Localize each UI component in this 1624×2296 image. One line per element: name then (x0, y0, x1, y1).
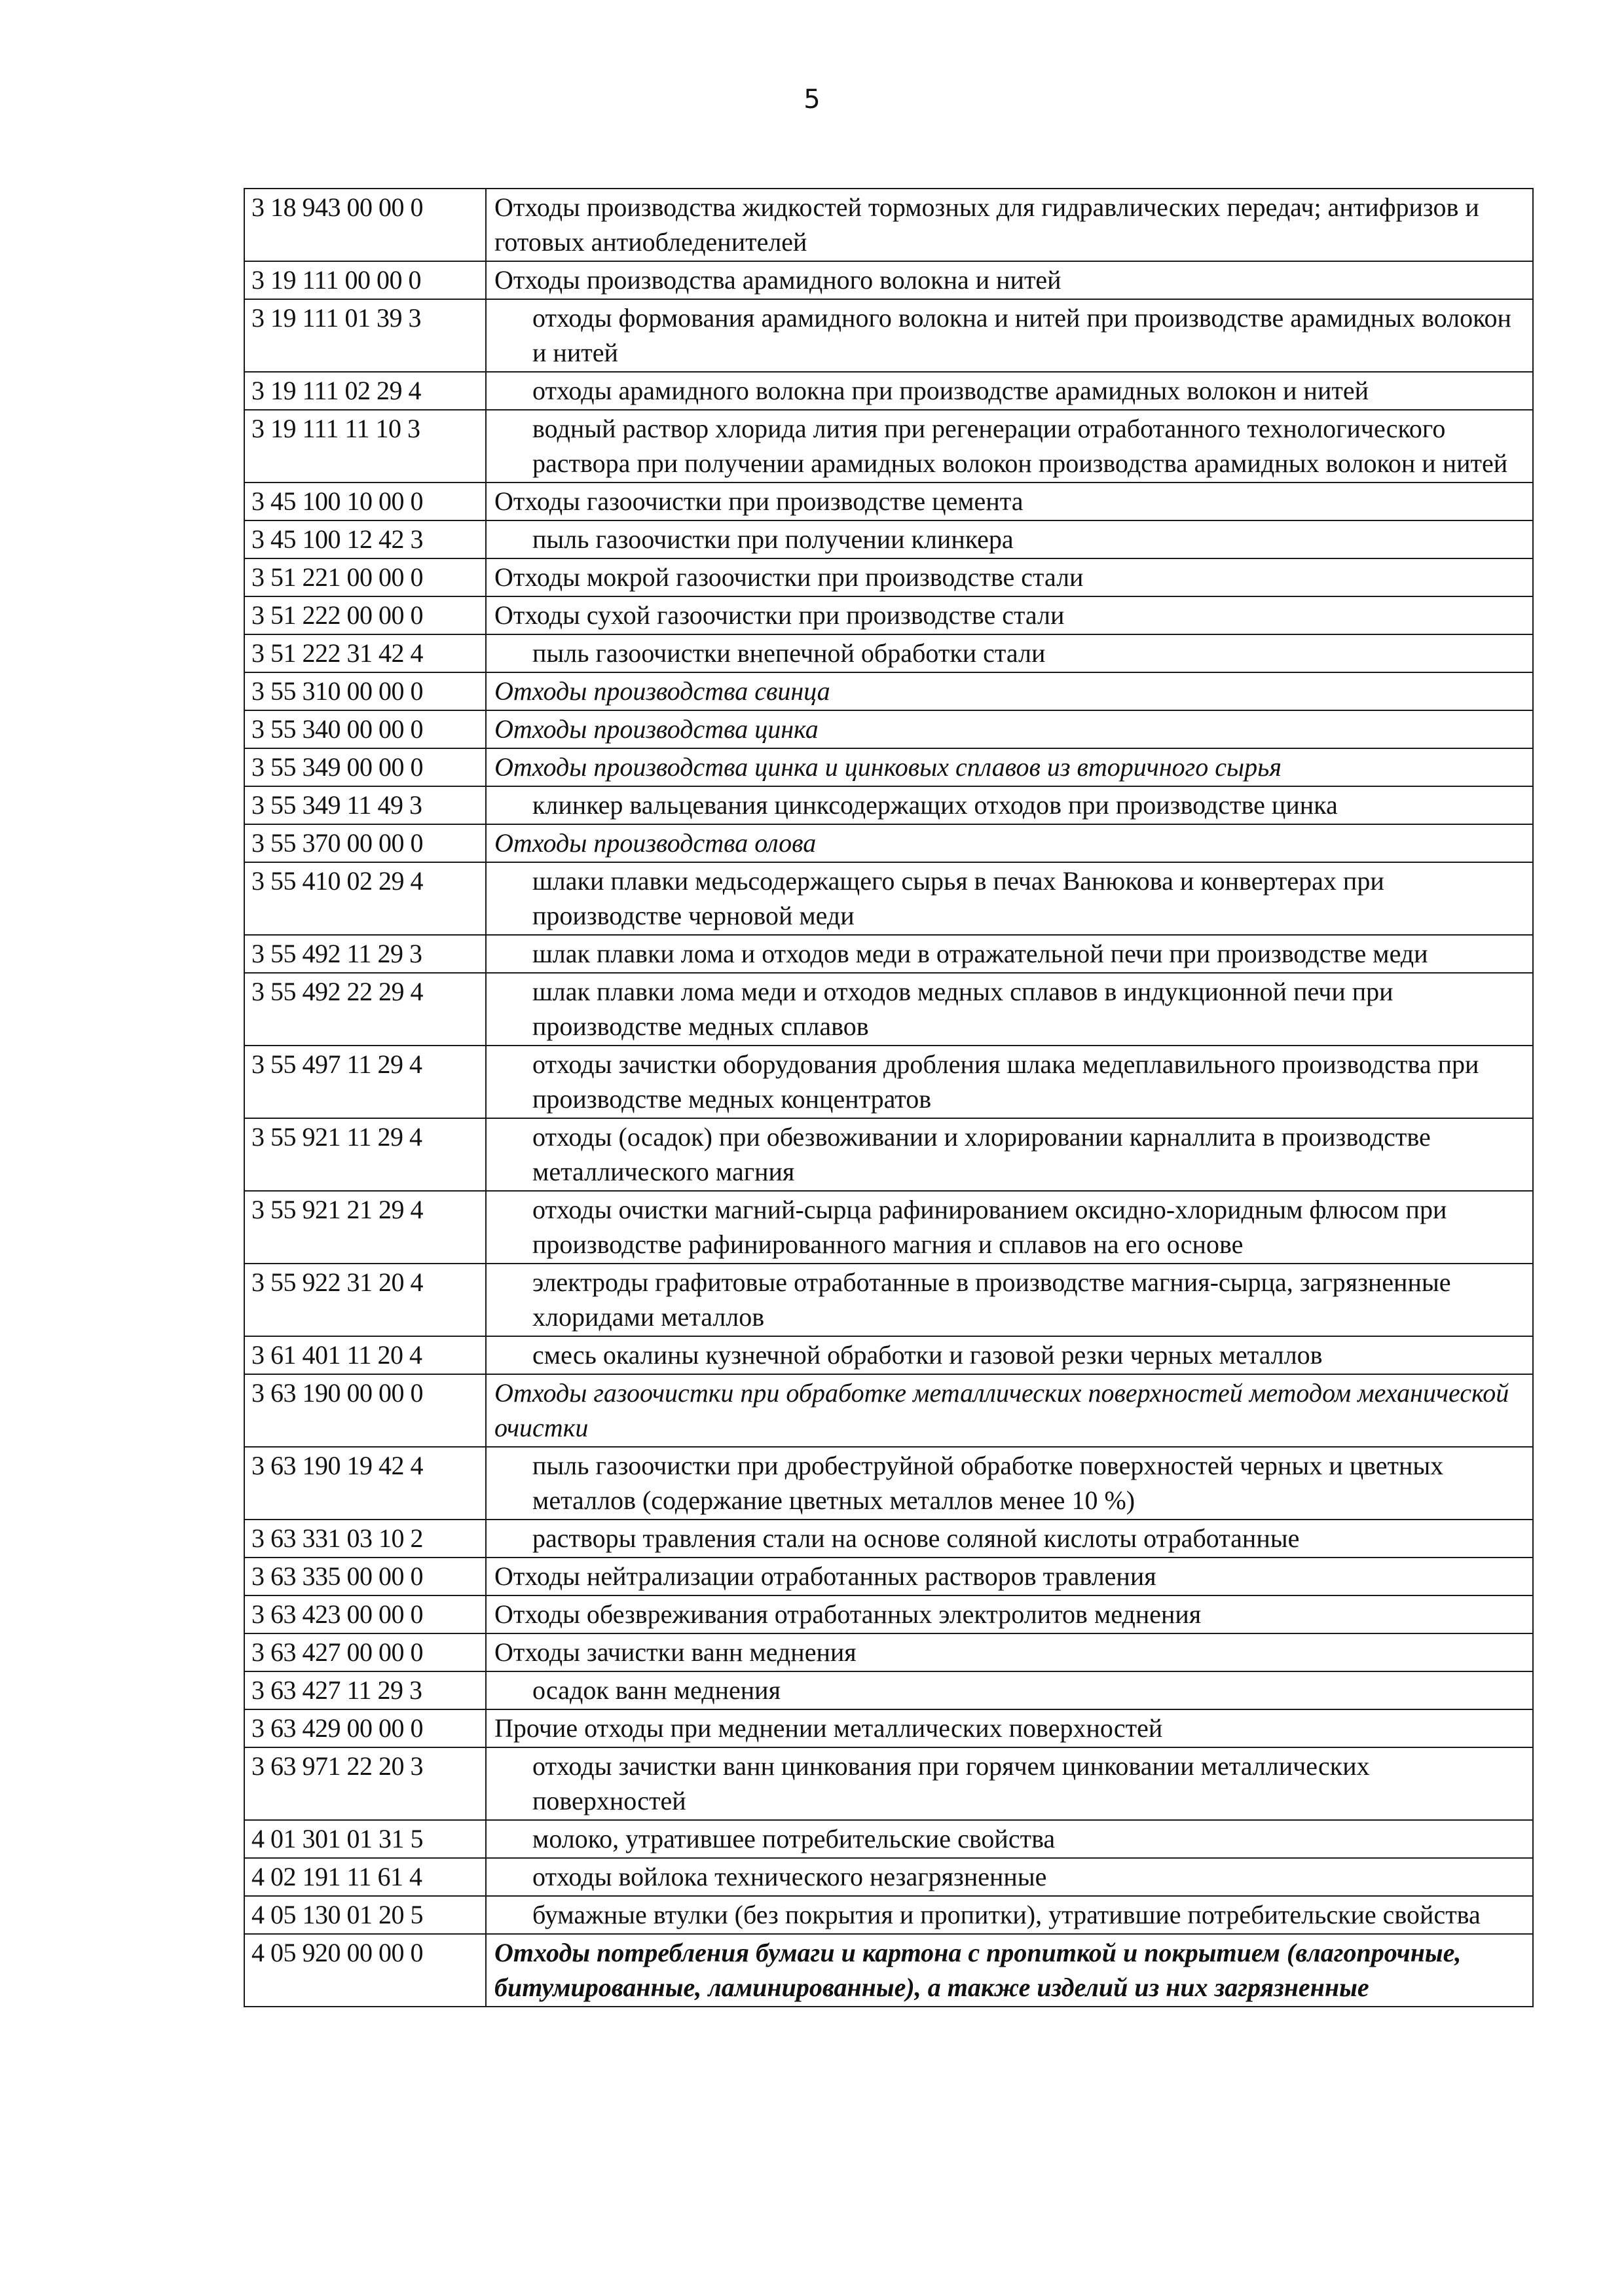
table-row (244, 1934, 1533, 2007)
table-row (244, 483, 1533, 520)
waste-code-cell: 3 55 497 11 29 4 (244, 1046, 486, 1118)
waste-description-cell: водный раствор хлорида лития при регенерации отработанного технологического раствора при получении арамидных волокон производства арамидных волокон и нитей (486, 410, 1533, 483)
waste-code-cell: 3 55 370 00 00 0 (244, 824, 486, 862)
waste-code-cell: 3 55 349 11 49 3 (244, 786, 486, 824)
waste-catalog-table (244, 188, 1534, 2007)
table-row (244, 862, 1533, 935)
table-row (244, 1633, 1533, 1671)
table-row (244, 1447, 1533, 1520)
waste-code-cell: 3 63 423 00 00 0 (244, 1595, 486, 1633)
waste-code-cell: 3 63 331 03 10 2 (244, 1520, 486, 1558)
waste-description-cell: отходы зачистки оборудования дробления шлака медеплавильного производства при производстве медных концентратов (486, 1046, 1533, 1118)
waste-code-cell: 3 45 100 10 00 0 (244, 483, 486, 520)
waste-description-cell: Отходы газоочистки при производстве цемента (486, 483, 1533, 520)
waste-code-cell: 3 51 222 31 42 4 (244, 634, 486, 672)
waste-code-cell: 3 55 492 22 29 4 (244, 973, 486, 1046)
waste-description-cell: отходы формования арамидного волокна и нитей при производстве арамидных волокон и нитей (486, 299, 1533, 372)
table-row (244, 1558, 1533, 1595)
waste-description-cell: отходы очистки магний-сырца рафинированием оксидно-хлоридным флюсом при производстве рафинированного магния и сплавов на его основе (486, 1191, 1533, 1264)
waste-description-cell: Отходы производства арамидного волокна и нитей (486, 261, 1533, 299)
table-row (244, 1820, 1533, 1858)
table-row (244, 824, 1533, 862)
waste-description-cell: Отходы производства олова (486, 824, 1533, 862)
table-row (244, 1336, 1533, 1374)
waste-description-cell: Отходы производства свинца (486, 672, 1533, 710)
waste-description-cell: клинкер вальцевания цинксодержащих отходов при производстве цинка (486, 786, 1533, 824)
table-row (244, 748, 1533, 786)
waste-description-cell: пыль газоочистки при получении клинкера (486, 520, 1533, 558)
waste-code-cell: 4 02 191 11 61 4 (244, 1858, 486, 1896)
waste-code-cell: 3 19 111 11 10 3 (244, 410, 486, 483)
waste-description-cell: Отходы производства жидкостей тормозных для гидравлических передач; антифризов и готовых антиобледенителей (486, 189, 1533, 261)
table-row (244, 1118, 1533, 1191)
waste-description-cell: Прочие отходы при меднении металлических поверхностей (486, 1709, 1533, 1747)
waste-code-cell: 3 63 427 11 29 3 (244, 1671, 486, 1709)
table-row (244, 710, 1533, 748)
waste-description-cell: Отходы производства цинка (486, 710, 1533, 748)
waste-code-cell: 3 55 921 11 29 4 (244, 1118, 486, 1191)
waste-code-cell: 3 19 111 00 00 0 (244, 261, 486, 299)
waste-description-cell: Отходы производства цинка и цинковых сплавов из вторичного сырья (486, 748, 1533, 786)
table-row (244, 786, 1533, 824)
waste-code-cell: 3 63 427 00 00 0 (244, 1633, 486, 1671)
waste-description-cell: отходы войлока технического незагрязненные (486, 1858, 1533, 1896)
waste-code-cell: 3 19 111 01 39 3 (244, 299, 486, 372)
table-row (244, 935, 1533, 973)
waste-description-cell: Отходы сухой газоочистки при производстве стали (486, 596, 1533, 634)
table-row (244, 520, 1533, 558)
table-row (244, 1858, 1533, 1896)
waste-description-cell: шлаки плавки медьсодержащего сырья в печах Ванюкова и конвертерах при производстве черновой меди (486, 862, 1533, 935)
table-row (244, 1896, 1533, 1934)
waste-code-cell: 3 63 971 22 20 3 (244, 1747, 486, 1820)
table-row (244, 1747, 1533, 1820)
waste-code-cell: 3 55 922 31 20 4 (244, 1264, 486, 1336)
table-row (244, 1046, 1533, 1118)
table-row (244, 1264, 1533, 1336)
page-number: 5 (803, 84, 821, 115)
waste-description-cell: Отходы зачистки ванн меднения (486, 1633, 1533, 1671)
table-row (244, 1595, 1533, 1633)
table-row (244, 634, 1533, 672)
waste-code-cell: 3 55 492 11 29 3 (244, 935, 486, 973)
table-row (244, 1709, 1533, 1747)
table-row (244, 299, 1533, 372)
waste-description-cell: отходы зачистки ванн цинкования при горячем цинковании металлических поверхностей (486, 1747, 1533, 1820)
waste-code-cell: 3 51 222 00 00 0 (244, 596, 486, 634)
waste-description-cell: пыль газоочистки при дробеструйной обработке поверхностей черных и цветных металлов (содержание цветных металлов менее 10 %) (486, 1447, 1533, 1520)
table-row (244, 410, 1533, 483)
waste-code-cell: 3 19 111 02 29 4 (244, 372, 486, 410)
table-row (244, 261, 1533, 299)
waste-description-cell: Отходы обезвреживания отработанных электролитов меднения (486, 1595, 1533, 1633)
waste-code-cell: 4 05 920 00 00 0 (244, 1934, 486, 2007)
table-row (244, 189, 1533, 261)
waste-code-cell: 3 63 190 00 00 0 (244, 1374, 486, 1447)
waste-code-cell: 3 61 401 11 20 4 (244, 1336, 486, 1374)
table-row (244, 1671, 1533, 1709)
waste-description-cell: Отходы потребления бумаги и картона с пропиткой и покрытием (влагопрочные, битумированные, ламинированные), а также изделий из них загрязненные (486, 1934, 1533, 2007)
table-row (244, 596, 1533, 634)
waste-description-cell: растворы травления стали на основе соляной кислоты отработанные (486, 1520, 1533, 1558)
waste-catalog-body (244, 189, 1533, 2007)
waste-code-cell: 3 45 100 12 42 3 (244, 520, 486, 558)
waste-code-cell: 4 01 301 01 31 5 (244, 1820, 486, 1858)
waste-description-cell: отходы (осадок) при обезвоживании и хлорировании карналлита в производстве металлического магния (486, 1118, 1533, 1191)
waste-description-cell: отходы арамидного волокна при производстве арамидных волокон и нитей (486, 372, 1533, 410)
waste-code-cell: 3 63 335 00 00 0 (244, 1558, 486, 1595)
waste-code-cell: 3 55 340 00 00 0 (244, 710, 486, 748)
waste-description-cell: Отходы газоочистки при обработке металлических поверхностей методом механической очистки (486, 1374, 1533, 1447)
waste-code-cell: 3 55 349 00 00 0 (244, 748, 486, 786)
waste-description-cell: молоко, утратившее потребительские свойства (486, 1820, 1533, 1858)
waste-description-cell: шлак плавки лома меди и отходов медных сплавов в индукционной печи при производстве медных сплавов (486, 973, 1533, 1046)
waste-description-cell: шлак плавки лома и отходов меди в отражательной печи при производстве меди (486, 935, 1533, 973)
waste-code-cell: 3 63 190 19 42 4 (244, 1447, 486, 1520)
waste-code-cell: 4 05 130 01 20 5 (244, 1896, 486, 1934)
waste-description-cell: смесь окалины кузнечной обработки и газовой резки черных металлов (486, 1336, 1533, 1374)
table-row (244, 1191, 1533, 1264)
table-row (244, 1520, 1533, 1558)
table-row (244, 672, 1533, 710)
table-row (244, 372, 1533, 410)
waste-description-cell: Отходы мокрой газоочистки при производстве стали (486, 558, 1533, 596)
table-row (244, 558, 1533, 596)
waste-description-cell: Отходы нейтрализации отработанных растворов травления (486, 1558, 1533, 1595)
waste-code-cell: 3 55 921 21 29 4 (244, 1191, 486, 1264)
waste-code-cell: 3 63 429 00 00 0 (244, 1709, 486, 1747)
waste-description-cell: пыль газоочистки внепечной обработки стали (486, 634, 1533, 672)
waste-description-cell: электроды графитовые отработанные в производстве магния-сырца, загрязненные хлоридами металлов (486, 1264, 1533, 1336)
table-row (244, 1374, 1533, 1447)
waste-code-cell: 3 51 221 00 00 0 (244, 558, 486, 596)
waste-code-cell: 3 55 310 00 00 0 (244, 672, 486, 710)
waste-code-cell: 3 18 943 00 00 0 (244, 189, 486, 261)
waste-description-cell: бумажные втулки (без покрытия и пропитки), утратившие потребительские свойства (486, 1896, 1533, 1934)
waste-code-cell: 3 55 410 02 29 4 (244, 862, 486, 935)
waste-description-cell: осадок ванн меднения (486, 1671, 1533, 1709)
table-row (244, 973, 1533, 1046)
